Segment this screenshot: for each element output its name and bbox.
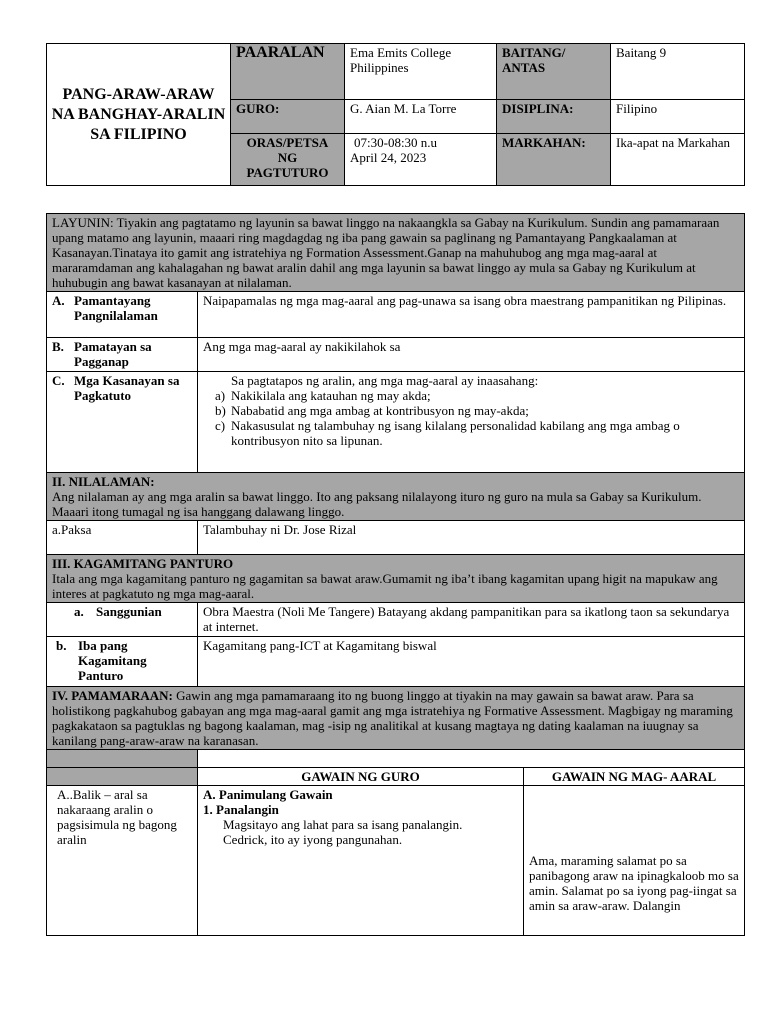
oras-date: April 24, 2023 [350, 150, 427, 165]
pamantayang-pangnilalaman-value: Naipapamalas ng mga mag-aaral ang pag-unawa sa isang obra maestrang pampanitikan ng Pilipinas. [198, 292, 745, 338]
pamantayang-pangnilalaman-label [47, 292, 198, 338]
kagamitan-text: Itala ang mga kagamitang panturo ng gagamitan sa bawat araw.Gumamit ng iba’t ibang kagamitan upang higit na mapukaw ang interes at pagkatuto ng mga mag-aaral. [52, 571, 718, 601]
oras-label: ORAS/PETSA NG PAGTUTURO [231, 134, 345, 186]
kasanayan-label [47, 372, 198, 473]
nilalaman-section [47, 473, 745, 521]
item-label: Mga Kasanayan sa Pagkatuto [74, 373, 180, 403]
kasanayan-intro: Sa pagtatapos ng aralin, ang mga mag-aaral ay inaasahang: [231, 373, 539, 388]
kasanayan-item-marker: c) [215, 418, 226, 433]
pamantayan-sa-pagganap-label [47, 338, 198, 372]
baitang-value: Baitang 9 [611, 44, 745, 100]
item-label: Iba pang Kagamitang Panturo [78, 638, 147, 683]
baitang-label: BAITANG/ ANTAS [497, 44, 611, 100]
panimulang-gawain: A. Panimulang Gawain [203, 787, 333, 802]
blank-cell [198, 750, 745, 768]
guro-label: GURO: [231, 100, 345, 134]
document-title: PANG-ARAW-ARAW NA BANGHAY-ARALIN SA FILIPINO [47, 44, 231, 186]
nilalaman-heading: II. NILALAMAN: [52, 474, 155, 489]
kasanayan-item-marker: a) [215, 388, 226, 403]
gawain-ng-mag-aaral-header: GAWAIN NG MAG- AARAL [524, 768, 745, 786]
layunin-section: LAYUNIN: Tiyakin ang pagtatamo ng layunin sa bawat linggo na nakaangkla sa Gabay na Kurikulum. Sundin ang pamamaraan upang matamo ang layunin, maaari ring magdagdag ng iba pang gawain sa paglinang ng Pamantayang Pangkaalaman at Kasanayan.Tinataya ito gamit ang istratehiya ng Formation Assessment.Ganap na mahuhubog ang mga mag-aaral at mararamdaman ang kahalagahan ng bawat aralin dahil ang mga layunin sa bawat linggo ay mula sa Gabay ng Kurikulum at huhubugin ang bawat kasanayan at nilalaman. [47, 214, 745, 292]
pamamaraan-section [47, 687, 745, 750]
item-label: Pamantayang Pangnilalaman [74, 293, 158, 323]
sanggunian-label [47, 603, 198, 637]
item-letter: b. [56, 638, 67, 653]
item-label: Sanggunian [96, 604, 162, 619]
item-letter: a. [74, 604, 84, 619]
kasanayan-item-text: Nakasusulat ng talambuhay ng isang kilalang personalidad kabilang ang mga ambag o kontribusyon nito sa lipunan. [231, 418, 680, 448]
balik-aral-label: A..Balik – aral sa nakaraang aralin o pagsisimula ng bagong aralin [47, 786, 198, 936]
nilalaman-text: Ang nilalaman ay ang mga aralin sa bawat linggo. Ito ang paksang nilalayong ituro ng guro na mula sa Gabay sa Kurikulum. Maaari itong tumagal ng isa hanggang dalawang linggo. [52, 489, 702, 519]
disiplina-value: Filipino [611, 100, 745, 134]
iba-pang-kagamitan-label [47, 637, 198, 687]
blank-gray-cell [47, 750, 198, 768]
pamamaraan-text: Gawin ang mga pamamaraang ito ng buong linggo at tiyakin na may gawain sa bawat araw. Para sa holistikong pagkahubog gabayan ang mga mag-aaral gamit ang mga istratehiya ng Formative Assessment. Magbigay ng maraming pagkakataon sa pagtuklas ng bagong kaalaman, mag -isip ng analitikal at kusang magtaya ng dating kaalaman na iuugnay sa kanilang pang-araw-araw na karanasan. [52, 688, 733, 748]
gawain-ng-guro-cell [198, 786, 524, 936]
mag-aaral-panalangin: Ama, maraming salamat po sa panibagong araw na ipinagkaloob mo sa amin. Salamat po sa iyong pag-iingat sa amin sa araw-araw. Dalangin [529, 853, 739, 913]
kasanayan-item [203, 388, 739, 403]
kagamitan-heading: III. KAGAMITANG PANTURO [52, 556, 234, 571]
kasanayan-list [203, 388, 739, 448]
kasanayan-item-marker: b) [215, 403, 226, 418]
oras-value [345, 134, 497, 186]
kagamitan-section [47, 555, 745, 603]
pamantayan-sa-pagganap-value: Ang mga mag-aaral ay nakikilahok sa [198, 338, 745, 372]
item-letter: B. [52, 339, 64, 354]
kasanayan-item [203, 403, 739, 418]
sanggunian-value: Obra Maestra (Noli Me Tangere) Batayang akdang pampanitikan para sa ikatlong taon sa sekundarya at internet. [198, 603, 745, 637]
paksa-label: a.Paksa [47, 521, 198, 555]
paaralan-label: PAARALAN [231, 44, 345, 100]
item-letter: C. [52, 373, 65, 388]
kasanayan-value [198, 372, 745, 473]
kasanayan-item [203, 418, 739, 448]
markahan-value: Ika-apat na Markahan [611, 134, 745, 186]
paaralan-value: Ema Emits College Philippines [345, 44, 497, 100]
kasanayan-item-text: Nakikilala ang katauhan ng may akda; [231, 388, 431, 403]
lesson-plan-table [46, 213, 745, 936]
guro-instruction-2: Cedrick, ito ay iyong pangunahan. [223, 832, 403, 847]
gawain-ng-mag-aaral-cell [524, 786, 745, 936]
guro-value: G. Aian M. La Torre [345, 100, 497, 134]
markahan-label: MARKAHAN: [497, 134, 611, 186]
pamamaraan-heading: IV. PAMAMARAAN: [52, 688, 173, 703]
header-table [46, 43, 745, 186]
iba-pang-kagamitan-value: Kagamitang pang-ICT at Kagamitang biswal [198, 637, 745, 687]
disiplina-label: DISIPLINA: [497, 100, 611, 134]
guro-instruction-1: Magsitayo ang lahat para sa isang panalangin. [223, 817, 463, 832]
item-letter: A. [52, 293, 65, 308]
panalangin-heading: 1. Panalangin [203, 802, 279, 817]
blank-gray-cell [47, 768, 198, 786]
kasanayan-item-text: Nababatid ang mga ambag at kontribusyon ng may-akda; [231, 403, 529, 418]
paksa-value: Talambuhay ni Dr. Jose Rizal [198, 521, 745, 555]
oras-time: 07:30-08:30 n.u [354, 135, 438, 150]
gawain-ng-guro-header: GAWAIN NG GURO [198, 768, 524, 786]
item-label: Pamatayan sa Pagganap [74, 339, 152, 369]
